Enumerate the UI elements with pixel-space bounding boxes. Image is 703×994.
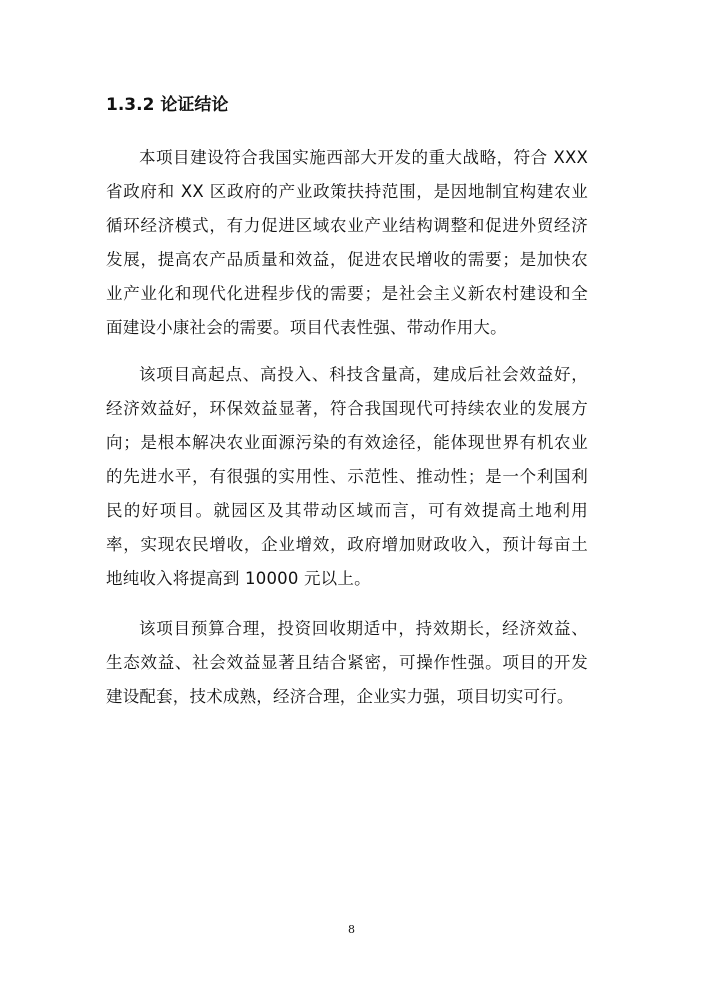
page-number: 8 xyxy=(348,923,355,936)
section-heading: 1.3.2 论证结论 xyxy=(106,95,229,115)
paragraph-conclusion-strategy: 本项目建设符合我国实施西部大开发的重大战略，符合 XXX 省政府和 XX 区政府的产业政策扶持范围，是因地制宜构建农业循环经济模式，有力促进区域农业产业结构调整和促进外贸经济发展，提高农产品质量和效益，促进农民增收的需要；是加快农业产业化和现代化进程步伐的需要；是社会主义新农村建设和全面建设小康社会的需要。项目代表性强、带动作用大。 xyxy=(106,148,588,337)
paragraph-conclusion-benefits: 该项目高起点、高投入、科技含量高，建成后社会效益好，经济效益好，环保效益显著，符合我国现代可持续农业的发展方向；是根本解决农业面源污染的有效途径，能体现世界有机农业的先进水平，有很强的实用性、示范性、推动性；是一个利国利民的好项目。就园区及其带动区域而言，可有效提高土地利用率，实现农民增收，企业增效，政府增加财政收入，预计每亩土地纯收入将提高到 10000 元以上。 xyxy=(106,365,588,588)
paragraph-conclusion-feasibility: 该项目预算合理，投资回收期适中，持效期长，经济效益、生态效益、社会效益显著且结合紧密，可操作性强。项目的开发建设配套，技术成熟，经济合理，企业实力强，项目切实可行。 xyxy=(106,619,588,706)
